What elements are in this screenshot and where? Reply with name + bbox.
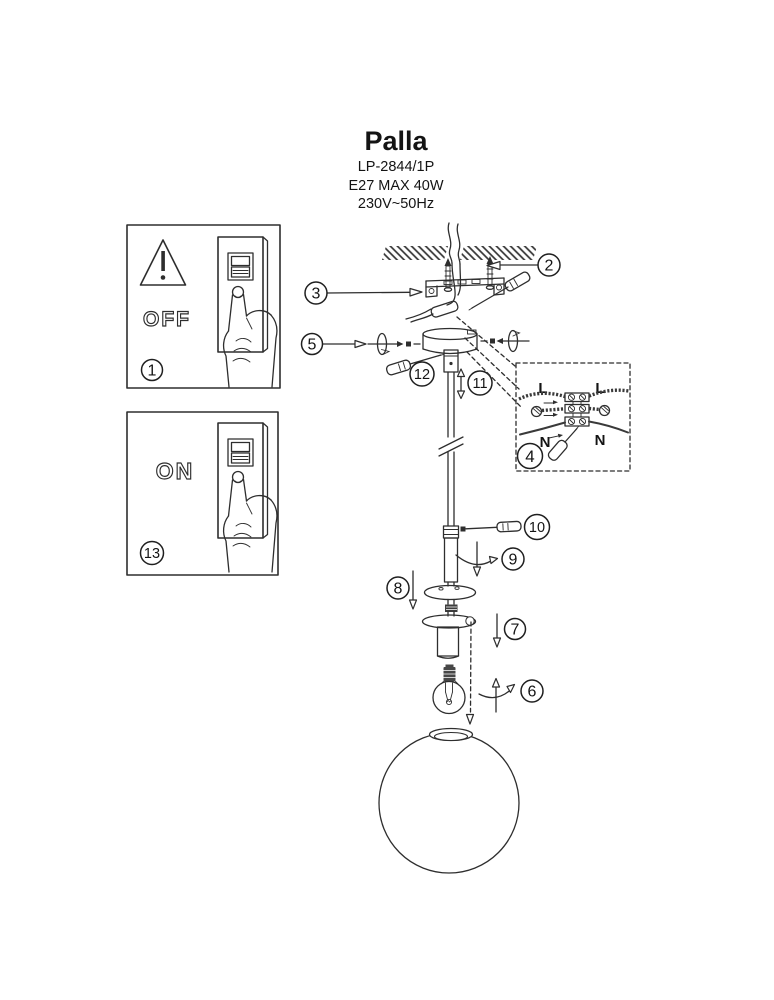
svg-text:5: 5 [307,336,317,354]
light-bulb [433,622,543,724]
header [348,126,443,212]
lamp-spec: E27 MAX 40W [348,178,444,194]
callout-1 [142,360,163,381]
wire-connector [430,300,459,318]
shade-holder [387,571,526,658]
svg-text:7: 7 [510,621,520,639]
model-number: LP-2844/1P [357,159,435,175]
ceiling-hatch-left [382,246,448,260]
upper-disc [425,586,476,600]
svg-text:2: 2 [544,257,554,275]
screwdriver-icon [461,521,522,532]
wire-tails [406,309,433,322]
glass-globe [379,729,519,874]
ceiling-assembly [305,223,560,322]
socket-cover [438,627,459,658]
insert-direction-arrows [544,400,563,438]
callout-12 [410,362,434,386]
rod-coupling [444,526,459,538]
ceiling-hatch-right [460,246,537,260]
filament [446,683,453,705]
insert-into-globe-arrow [467,622,474,724]
svg-text:8: 8 [393,580,403,598]
callout-3 [305,282,422,304]
svg-text:11: 11 [472,376,488,392]
terminal-label-neutral-left: N [539,434,551,451]
rod-lower-tube [445,538,458,582]
svg-text:6: 6 [527,683,537,701]
canopy-assembly [302,329,530,399]
screw-in-rotation-arrow [479,679,515,713]
suspension-rod [439,372,550,582]
svg-text:9: 9 [508,551,518,569]
shade-ring-disc [423,615,476,628]
callout-10 [525,515,550,540]
svg-text:4: 4 [525,447,535,466]
down-arrow [494,614,501,647]
on-label: ON [155,458,195,484]
set-screw-left [368,334,420,355]
pointing-hand-icon [224,287,277,388]
product-title: Palla [364,126,428,156]
off-label: OFF [143,308,191,331]
pointing-hand-icon [224,472,277,573]
svg-text:10: 10 [528,520,546,536]
callout-6 [521,680,543,702]
down-arrow [410,571,417,609]
rod-break-marks [439,437,463,456]
callout-13 [141,542,164,565]
set-screw-right [481,331,529,352]
svg-text:12: 12 [413,367,431,383]
panel-switch-off [127,225,280,388]
terminal-block [565,393,589,426]
callout-7 [505,619,526,640]
svg-text:1: 1 [147,362,157,380]
panel-switch-on [127,412,278,575]
screw-rotation-arrow [456,542,498,576]
callout-4 [518,444,543,469]
terminal-label-neutral-right: N [594,432,606,449]
live-wires [519,390,629,399]
lock-nut [445,605,458,613]
height-adjust-arrow [458,369,465,399]
screwdriver-icon [469,271,531,310]
screwdriver-icon [547,427,579,462]
callout-9 [502,548,524,570]
callout-5 [302,334,367,355]
svg-text:13: 13 [143,546,161,562]
callout-8 [387,577,409,599]
power-spec: 230V~50Hz [357,196,435,212]
warning-icon [141,240,186,285]
terminal-label-live-right: L [595,380,605,397]
svg-text:3: 3 [311,285,321,303]
terminal-label-live-left: L [538,380,548,397]
